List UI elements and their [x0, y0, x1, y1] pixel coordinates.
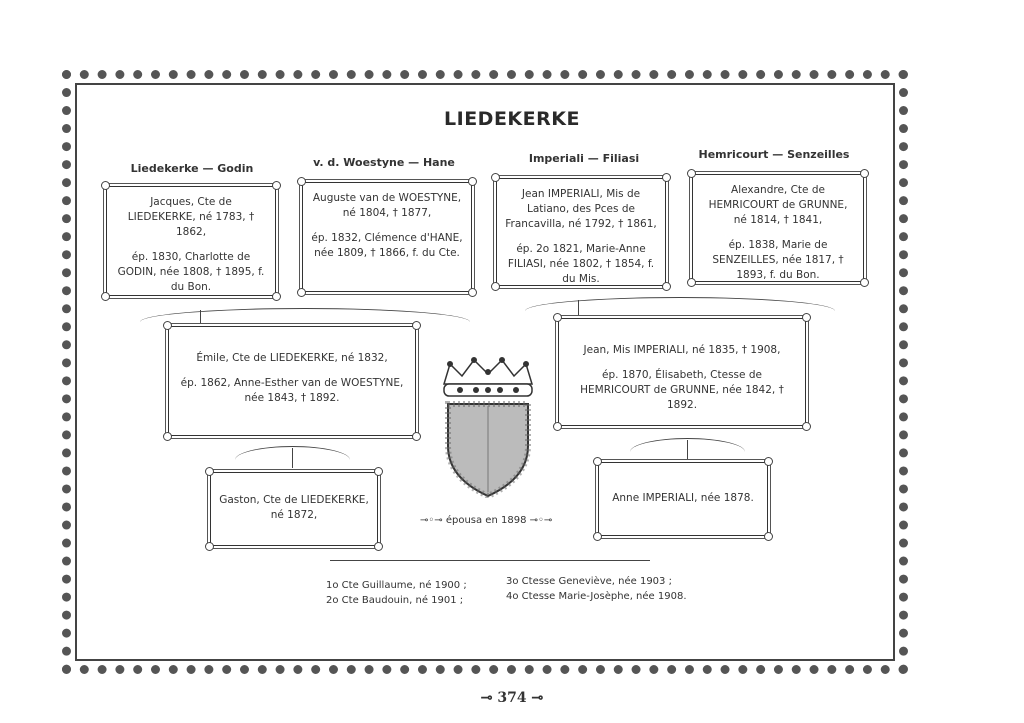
- child-3: 3o Ctesse Geneviève, née 1903 ;: [506, 576, 672, 587]
- person-box-jean-mis-imperiali: [558, 318, 806, 426]
- person-birth-line: Anne IMPERIALI, née 1878.: [612, 492, 754, 504]
- lineage-stem: [687, 440, 688, 460]
- child-2: 2o Cte Baudouin, né 1901 ;: [326, 595, 464, 606]
- page-number: ⊸ 374 ⊸: [480, 690, 544, 706]
- descendants-rule: [330, 560, 650, 561]
- column-heading-imperiali-filiasi: Imperiali — Filiasi: [528, 152, 640, 165]
- column-heading-woestyne-hane: v. d. Woestyne — Hane: [313, 156, 455, 169]
- column-heading-hemricourt-senzeilles: Hemricourt — Senzeilles: [698, 148, 850, 161]
- lineage-stem: [578, 300, 579, 320]
- marriage-line: ép. 1838, Marie de SENZEILLES, née 1817, † 1893, f. du Bon.: [712, 239, 844, 281]
- person-birth-line: Jacques, Cte de LIEDEKERKE, né 1783, † 1862,: [127, 196, 255, 238]
- page-title: LIEDEKERKE: [444, 108, 580, 130]
- person-box-jacques-liedekerke: [106, 186, 276, 296]
- person-birth-line: Alexandre, Cte de HEMRICOURT de GRUNNE, né 1814, † 1841,: [708, 184, 848, 226]
- column-heading-liedekerke-godin: Liedekerke — Godin: [130, 162, 254, 175]
- child-1: 1o Cte Guillaume, né 1900 ;: [326, 580, 467, 591]
- marriage-line: ép. 2o 1821, Marie-Anne FILIASI, née 1802, † 1854, f. du Mis.: [507, 243, 655, 285]
- person-birth-line: Gaston, Cte de LIEDEKERKE, né 1872,: [219, 494, 369, 521]
- marriage-line: ép. 1830, Charlotte de GODIN, née 1808, † 1895, f. du Bon.: [117, 251, 265, 293]
- person-birth-line: Jean, Mis IMPERIALI, né 1835, † 1908,: [583, 344, 781, 356]
- person-box-alexandre-hemricourt: [692, 174, 864, 282]
- lineage-stem: [292, 448, 293, 468]
- coat-of-arms-icon: [436, 354, 540, 498]
- person-birth-line: Émile, Cte de LIEDEKERKE, né 1832,: [196, 352, 388, 364]
- marriage-line: ép. 1862, Anne-Esther van de WOESTYNE, née 1843, † 1892.: [180, 377, 404, 404]
- person-box-anne-imperiali: [598, 462, 768, 536]
- child-4: 4o Ctesse Marie-Josèphe, née 1908.: [506, 591, 687, 602]
- marriage-line: ép. 1832, Clémence d'HANE, née 1809, † 1866, f. du Cte.: [311, 232, 463, 259]
- marriage-connector: ⊸◦⊸ épousa en 1898 ⊸◦⊸: [420, 515, 553, 526]
- person-box-gaston-liedekerke: [210, 472, 378, 546]
- person-box-auguste-woestyne: [302, 182, 472, 292]
- person-birth-line: Jean IMPERIALI, Mis de Latiano, des Pces de Francavilla, né 1792, † 1861,: [505, 188, 657, 230]
- person-box-emile-liedekerke: [168, 326, 416, 436]
- person-box-jean-imperiali: [496, 178, 666, 286]
- person-birth-line: Auguste van de WOESTYNE, né 1804, † 1877,: [312, 192, 462, 219]
- marriage-line: ép. 1870, Élisabeth, Ctesse de HEMRICOURT de GRUNNE, née 1842, † 1892.: [580, 369, 784, 411]
